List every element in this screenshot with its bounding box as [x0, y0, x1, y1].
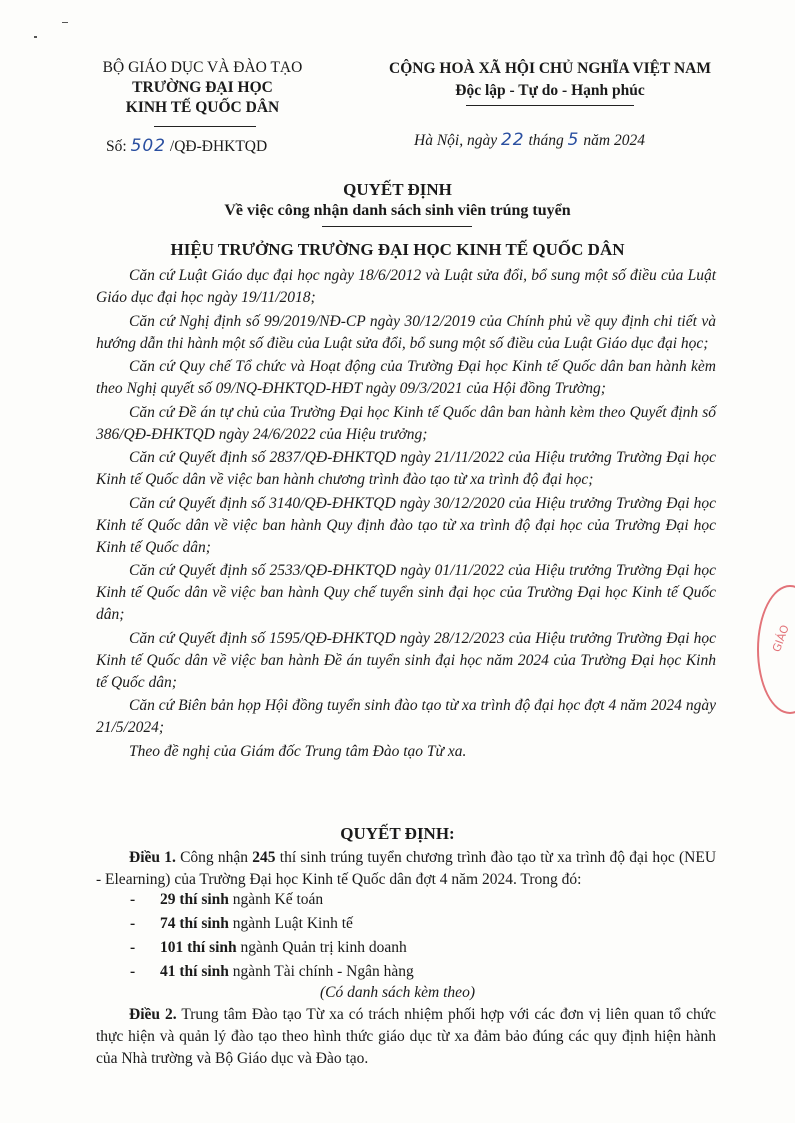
issuing-authority: HIỆU TRƯỞNG TRƯỜNG ĐẠI HỌC KINH TẾ QUỐC DÂN	[170, 240, 625, 259]
date-year: năm 2024	[583, 132, 645, 149]
article-1-text-b: thí sinh trúng tuyển chương trình đào tạo từ xa trình độ đại học (NEU - Elearning) của Trường Đại học Kinh tế Quốc dân đợt 4 năm 2024. Trong đó:	[96, 849, 717, 888]
article-2-label: Điều 2.	[129, 1006, 177, 1023]
scan-speck	[62, 22, 68, 23]
student-count: 29 thí sinh	[160, 891, 229, 908]
list-item	[130, 960, 630, 984]
date-prefix: Hà Nội, ngày	[414, 132, 498, 149]
preamble	[96, 265, 716, 764]
article-1-label: Điều 1.	[129, 849, 176, 866]
republic-name: CỘNG HOÀ XÃ HỘI CHỦ NGHĨA VIỆT NAM	[389, 60, 711, 77]
preamble-item: Căn cứ Nghị định số 99/2019/NĐ-CP ngày 30/12/2019 của Chính phủ về quy định chi tiết và hướng dẫn thi hành một số điều của Luật sửa đổi, bổ sung một số điều của Luật Giáo dục đại học;	[96, 312, 716, 352]
national-motto: Độc lập - Tự do - Hạnh phúc	[455, 82, 645, 99]
date-month: 5	[567, 130, 580, 150]
date-day: 22	[500, 130, 525, 150]
preamble-item: Căn cứ Đề án tự chủ của Trường Đại học Kinh tế Quốc dân ban hành kèm theo Quyết định số 386/QĐ-ĐHKTQD ngày 24/6/2022 của Hiệu trưởng;	[96, 403, 716, 443]
student-count: 101 thí sinh	[160, 939, 237, 956]
attachment-note: (Có danh sách kèm theo)	[320, 984, 475, 1001]
student-count: 74 thí sinh	[160, 915, 229, 932]
date-month-word: tháng	[528, 132, 564, 149]
issuer-block	[70, 58, 335, 118]
number-suffix: /QĐ-ĐHKTQD	[169, 138, 268, 155]
article-1	[96, 847, 716, 891]
bullet-dash: -	[130, 915, 136, 932]
scan-speck	[34, 36, 37, 38]
preamble-item: Căn cứ Biên bản họp Hội đồng tuyển sinh đào tạo từ xa trình độ đại học đợt 4 năm 2024 ngày 21/5/2024;	[96, 697, 716, 736]
decision-heading: QUYẾT ĐỊNH:	[340, 824, 455, 843]
seal-text: GIÁO	[770, 623, 792, 654]
preamble-item: Căn cứ Quy chế Tổ chức và Hoạt động của Trường Đại học Kinh tế Quốc dân ban hành kèm theo Nghị quyết số 09/NQ-ĐHKTQD-HĐT ngày 09/3/2021 của Hội đồng Trường;	[96, 358, 716, 397]
number-handwritten: 502	[130, 136, 167, 156]
university-name-line2: KINH TẾ QUỐC DÂN	[125, 99, 280, 116]
preamble-item: Căn cứ Quyết định số 3140/QĐ-ĐHKTQD ngày 30/12/2020 của Hiệu trưởng Trường Đại học Kinh tế Quốc dân về việc ban hành Quy định đào tạo từ xa trình độ đại học của Trường Đại học Kinh tế Quốc dân;	[96, 494, 716, 556]
preamble-item: Căn cứ Quyết định số 2533/QĐ-ĐHKTQD ngày 01/11/2022 của Hiệu trưởng Trường Đại học Kinh tế Quốc dân về việc ban hành Quy chế tuyển sinh đại học của Trường Đại học Kinh tế Quốc dân;	[96, 562, 716, 623]
list-item	[130, 936, 630, 960]
bullet-dash: -	[130, 891, 136, 908]
major-name: ngành Luật Kinh tế	[232, 915, 353, 932]
major-name: ngành Kế toán	[232, 891, 324, 908]
national-header	[340, 58, 760, 102]
article-2-text: Trung tâm Đào tạo Từ xa có trách nhiệm phối hợp với các đơn vị liên quan tổ chức thực hiện và quản lý đào tạo theo hình thức giáo dục từ xa đảm bảo đúng các quy định hiện hành của Nhà trường và Bộ Giáo dục và Đào tạo.	[96, 1006, 717, 1067]
bullet-dash: -	[130, 939, 136, 956]
major-list	[130, 888, 630, 984]
issue-date	[414, 130, 645, 150]
major-name: ngành Quản trị kinh doanh	[240, 939, 407, 956]
ministry-name: BỘ GIÁO DỤC VÀ ĐÀO TẠO	[102, 59, 303, 76]
subject-underline	[322, 226, 472, 227]
admitted-count: 245	[252, 849, 276, 866]
article-1-text-a: Công nhận	[180, 849, 249, 866]
motto-underline	[466, 105, 634, 106]
article-2	[96, 1004, 716, 1070]
preamble-item: Căn cứ Quyết định số 2837/QĐ-ĐHKTQD ngày 21/11/2022 của Hiệu trưởng Trường Đại học Kinh tế Quốc dân về việc ban hành chương trình đào tạo từ xa trình độ đại học;	[96, 449, 716, 488]
issuer-underline	[154, 126, 256, 127]
student-count: 41 thí sinh	[160, 963, 229, 980]
preamble-item: Căn cứ Luật Giáo dục đại học ngày 18/6/2012 và Luật sửa đổi, bổ sung một số điều của Luật Giáo dục đại học ngày 19/11/2018;	[96, 267, 716, 306]
document-number	[106, 136, 267, 156]
number-prefix: Số:	[106, 138, 127, 155]
list-item	[130, 912, 630, 936]
major-name: ngành Tài chính - Ngân hàng	[232, 963, 414, 980]
official-seal-partial	[757, 585, 795, 714]
university-name-line1: TRƯỜNG ĐẠI HỌC	[132, 79, 273, 96]
list-item	[130, 888, 630, 912]
document-title: QUYẾT ĐỊNH	[343, 180, 452, 199]
preamble-item: Căn cứ Quyết định số 1595/QĐ-ĐHKTQD ngày 28/12/2023 của Hiệu trưởng Trường Đại học Kinh tế Quốc dân về việc ban hành Đề án tuyển sinh đại học năm 2024 của Trường Đại học Kinh tế Quốc dân;	[96, 629, 716, 691]
preamble-item: Theo đề nghị của Giám đốc Trung tâm Đào tạo Từ xa.	[129, 742, 467, 760]
bullet-dash: -	[130, 963, 136, 980]
document-subject: Về việc công nhận danh sách sinh viên trúng tuyển	[224, 202, 571, 219]
